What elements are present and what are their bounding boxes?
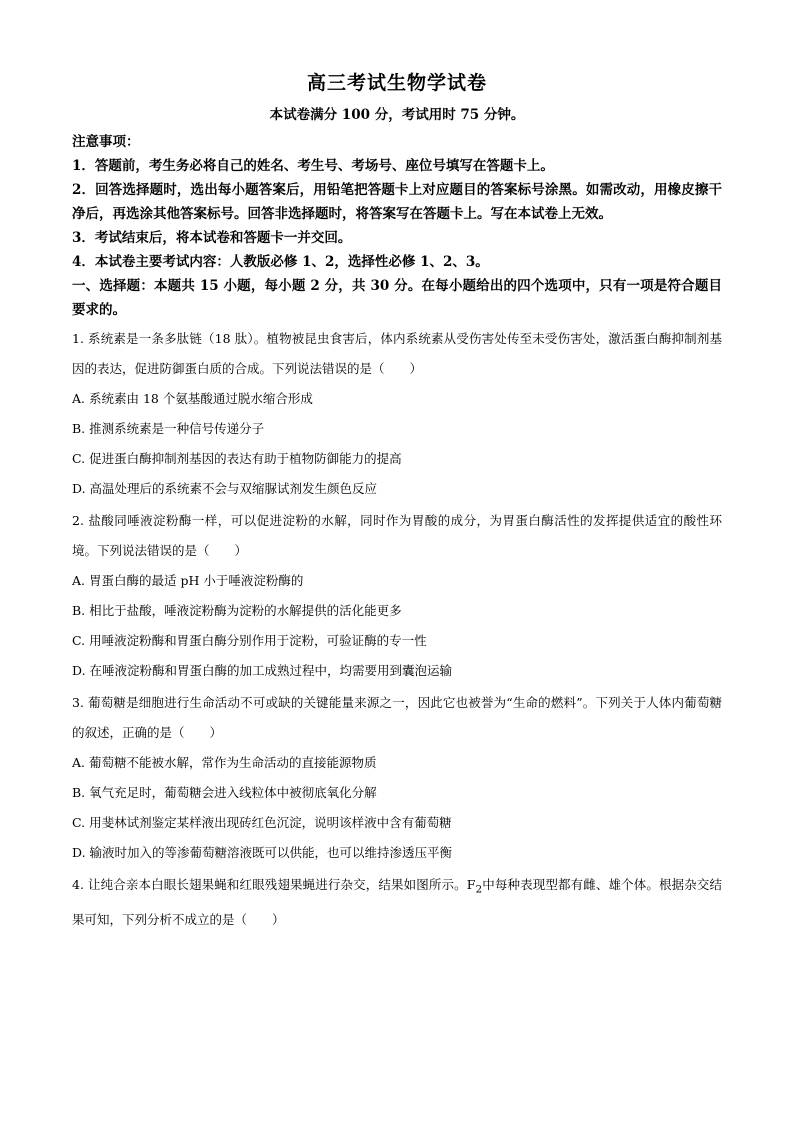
notice-item-1: 1．答题前，考生务必将自己的姓名、考生号、考场号、座位号填写在答题卡上。	[72, 158, 554, 174]
section-heading: 一、选择题：本题共 15 小题，每小题 2 分，共 30 分。在每小题给出的四个选项中，只有一项是符合题目要求的。	[72, 278, 722, 318]
question-2	[72, 506, 722, 686]
question-2-option-a: A. 胃蛋白酶的最适 pH 小于唾液淀粉酶的	[72, 573, 304, 588]
question-4-stem-part2: 中每种表现型都有雌、雄个体。根据杂交结果可知，下列分析不成立的是（ ）	[72, 877, 722, 927]
question-2-stem: 2. 盐酸同唾液淀粉酶一样，可以促进淀粉的水解，同时作为胃酸的成分，为胃蛋白酶活性的发挥提供适宜的酸性环境。下列说法错误的是（ ）	[72, 513, 722, 558]
question-2-option-b: B. 相比于盐酸，唾液淀粉酶为淀粉的水解提供的活化能更多	[72, 603, 402, 618]
question-2-option-c: C. 用唾液淀粉酶和胃蛋白酶分别作用于淀粉，可验证酶的专一性	[72, 633, 427, 648]
notice-item-2: 2．回答选择题时，选出每小题答案后，用铅笔把答题卡上对应题目的答案标号涂黑。如需改动，用橡皮擦干净后，再选涂其他答案标号。回答非选择题时，将答案写在答题卡上。写在本试卷上无效。	[72, 182, 722, 222]
question-1-option-a: A. 系统素由 18 个氨基酸通过脱水缩合形成	[72, 391, 313, 406]
question-3-option-a: A. 葡萄糖不能被水解，常作为生命活动的直接能源物质	[72, 755, 377, 770]
question-2-option-d: D. 在唾液淀粉酶和胃蛋白酶的加工成熟过程中，均需要用到囊泡运输	[72, 663, 453, 678]
question-3-option-c: C. 用斐林试剂鉴定某样液出现砖红色沉淀，说明该样液中含有葡萄糖	[72, 815, 452, 830]
question-1-option-b: B. 推测系统素是一种信号传递分子	[72, 421, 265, 436]
page-title: 高三考试生物学试卷	[306, 72, 487, 94]
question-1-option-d: D. 高温处理后的系统素不会与双缩脲试剂发生颜色反应	[72, 481, 378, 496]
question-3	[72, 688, 722, 868]
question-1-stem: 1. 系统素是一条多肽链（18 肽）。植物被昆虫食害后，体内系统素从受伤害处传至未受伤害处，激活蛋白酶抑制剂基因的表达，促进防御蛋白质的合成。下列说法错误的是（ ）	[72, 331, 722, 376]
question-4-stem-part1: 4. 让纯合亲本白眼长翅果蝇和红眼残翅果蝇进行杂交，结果如图所示。F	[72, 877, 476, 892]
question-3-option-d: D. 输液时加入的等渗葡萄糖溶液既可以供能，也可以维持渗透压平衡	[72, 845, 453, 860]
notice-item-4: 4．本试卷主要考试内容：人教版必修 1、2，选择性必修 1、2、3。	[72, 254, 489, 270]
notice-heading: 注意事项：	[72, 134, 140, 150]
question-4	[72, 870, 722, 935]
question-3-stem: 3. 葡萄糖是细胞进行生命活动不可或缺的关键能量来源之一，因此它也被誉为“生命的燃料”。下列关于人体内葡萄糖的叙述，正确的是（ ）	[72, 695, 722, 740]
question-1	[72, 324, 722, 504]
question-1-option-c: C. 促进蛋白酶抑制剂基因的表达有助于植物防御能力的提高	[72, 451, 402, 466]
question-4-stem	[72, 870, 722, 935]
notice-item-3: 3．考试结束后，将本试卷和答题卡一并交回。	[72, 230, 352, 246]
notice-section	[72, 130, 722, 322]
question-3-option-b: B. 氧气充足时，葡萄糖会进入线粒体中被彻底氧化分解	[72, 785, 377, 800]
question-4-stem-subscript: 2	[475, 883, 483, 896]
exam-subtitle: 本试卷满分 100 分，考试用时 75 分钟。	[269, 107, 525, 123]
exam-page	[72, 70, 722, 935]
